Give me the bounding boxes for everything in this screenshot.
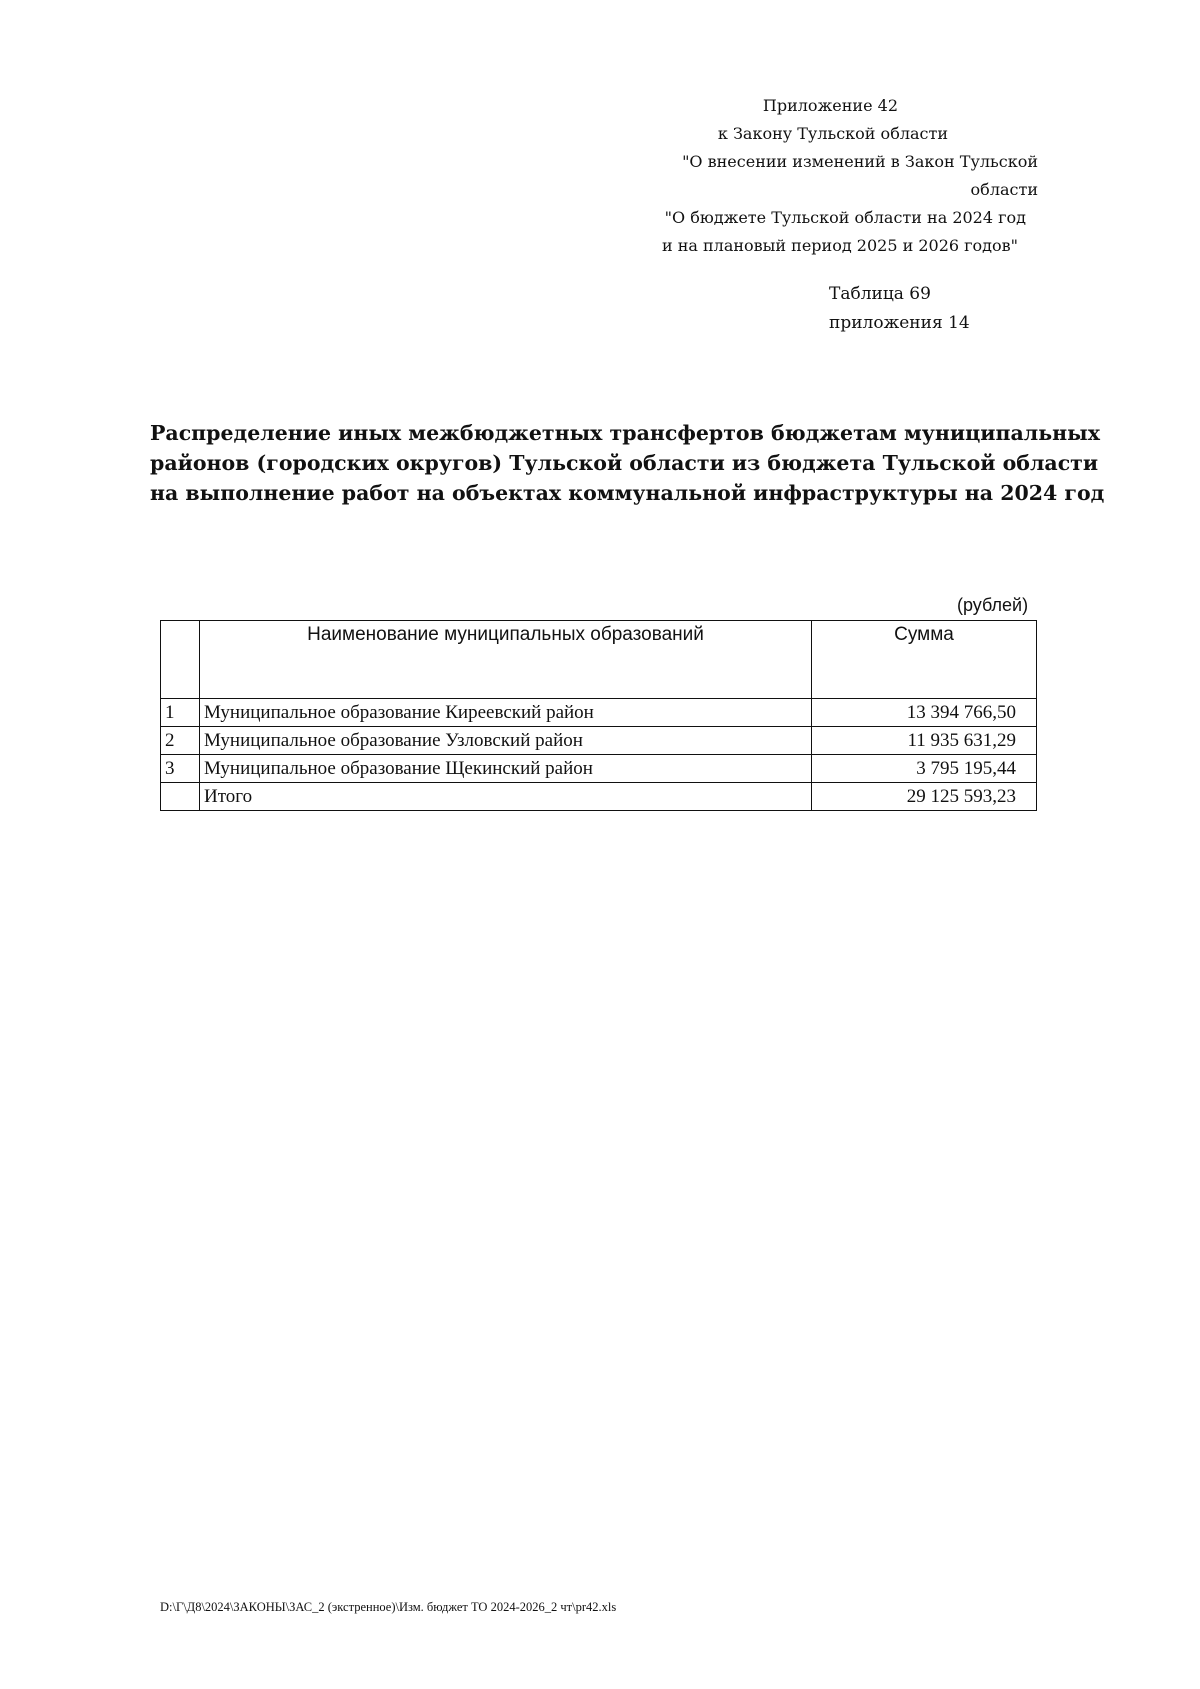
appendix-line: "О бюджете Тульской области на 2024 год (664, 208, 1026, 227)
row-sum: 3 795 195,44 (812, 755, 1037, 783)
file-path-footer: D:\Г\Д8\2024\ЗАКОНЫ\ЗАС_2 (экстренное)\Изм. бюджет ТО 2024-2026_2 чт\pr42.xls (160, 1600, 617, 1614)
appendix-line: Приложение 42 (762, 96, 898, 115)
appendix-line: и на плановый период 2025 и 2026 годов" (661, 236, 1018, 255)
table-ref-line: приложения 14 (829, 313, 970, 333)
units-label: (рублей) (957, 595, 1029, 615)
allocation-table (160, 620, 1037, 811)
row-name: Муниципальное образование Узловский район (200, 727, 812, 755)
total-row (161, 783, 1037, 811)
header-num (161, 621, 200, 699)
row-name: Муниципальное образование Киреевский район (200, 699, 812, 727)
title-line: Распределение иных межбюджетных трансфертов бюджетам муниципальных (150, 421, 1100, 445)
row-name: Муниципальное образование Щекинский район (200, 755, 812, 783)
table-header-row (161, 621, 1037, 699)
document-title (150, 418, 1105, 508)
appendix-line: к Закону Тульской области (717, 124, 948, 143)
row-sum: 13 394 766,50 (812, 699, 1037, 727)
table-row (161, 699, 1037, 727)
appendix-reference (618, 92, 1038, 260)
total-num (161, 783, 200, 811)
table-reference (829, 280, 970, 338)
table-row (161, 727, 1037, 755)
total-label: Итого (200, 783, 812, 811)
title-line: на выполнение работ на объектах коммунальной инфраструктуры на 2024 год (150, 481, 1105, 505)
row-num: 1 (161, 699, 200, 727)
row-num: 3 (161, 755, 200, 783)
appendix-line: "О внесении изменений в Закон Тульской области (682, 152, 1038, 199)
row-num: 2 (161, 727, 200, 755)
total-sum: 29 125 593,23 (812, 783, 1037, 811)
table-ref-line: Таблица 69 (829, 284, 931, 304)
header-sum: Сумма (812, 621, 1037, 699)
row-sum: 11 935 631,29 (812, 727, 1037, 755)
table-row (161, 755, 1037, 783)
title-line: районов (городских округов) Тульской области из бюджета Тульской области (150, 451, 1099, 475)
header-name: Наименование муниципальных образований (200, 621, 812, 699)
